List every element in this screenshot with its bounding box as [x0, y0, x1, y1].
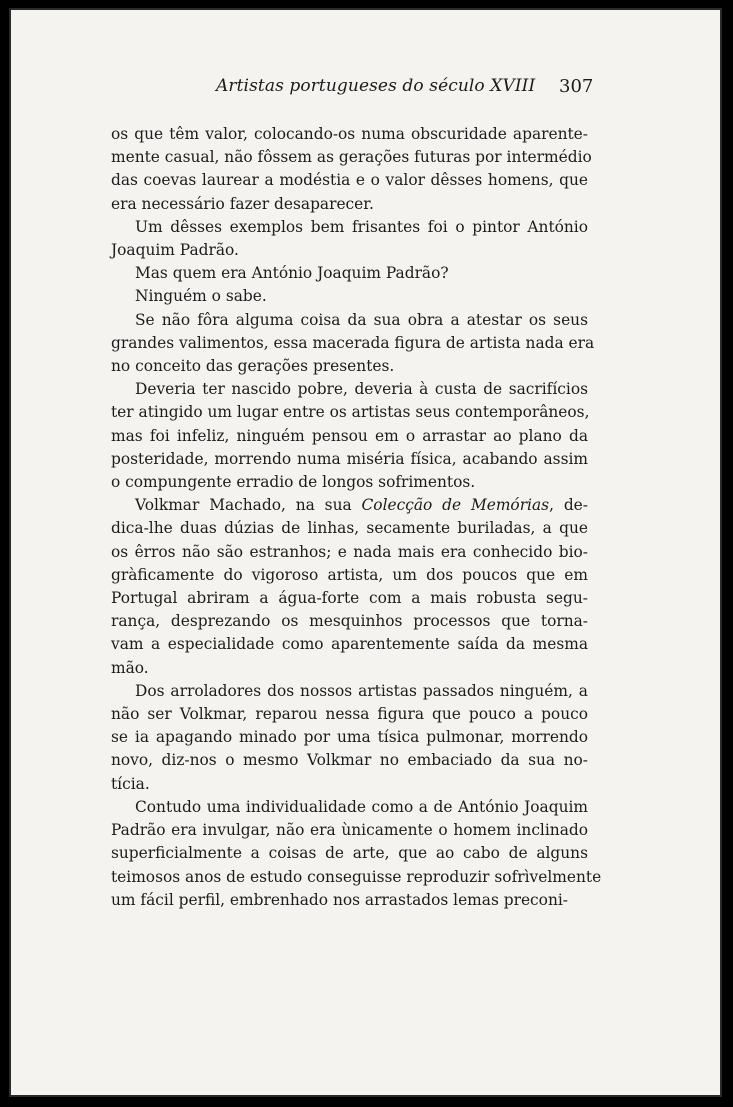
- paragraph: [111, 309, 595, 379]
- text-line: Se não fôra alguma coisa da sua obra a atestar os seus: [135, 310, 588, 329]
- text-line: teimosos anos de estudo conseguisse reproduzir sofrìvelmente: [111, 867, 602, 886]
- text-line: um fácil perfil, embrenhado nos arrastados lemas preconi-: [111, 890, 568, 909]
- text-line: não ser Volkmar, reparou nessa figura que pouco a pouco: [111, 705, 588, 724]
- page-header: [11, 76, 720, 106]
- text-line: Contudo uma individualidade como a de António Joaquim: [135, 797, 588, 816]
- text-line: era necessário fazer desaparecer.: [111, 194, 374, 213]
- paragraph: [111, 378, 588, 494]
- text-line: no conceito das gerações presentes.: [111, 357, 395, 376]
- text-line: Mas quem era António Joaquim Padrão?: [135, 264, 449, 283]
- text-line: Um dêsses exemplos bem frisantes foi o pintor António: [135, 217, 588, 236]
- paragraph: [111, 123, 592, 216]
- paragraph: [111, 680, 588, 796]
- text-line: os êrros não são estranhos; e nada mais era conhecido bio-: [111, 542, 588, 561]
- text-line: Dos arroladores dos nossos artistas passados ninguém, a: [135, 681, 588, 700]
- paragraph: [111, 494, 588, 680]
- text-line: grandes valimentos, essa macerada figura de artista nada era: [111, 333, 595, 352]
- book-title: Colecção de Memórias: [361, 496, 550, 515]
- paragraph: [111, 216, 588, 262]
- paragraph: [111, 285, 588, 308]
- paragraph: [111, 262, 588, 285]
- text-line: mão.: [111, 658, 149, 677]
- text-line: Joaquim Padrão.: [111, 241, 239, 260]
- text-line: Ninguém o sabe.: [135, 287, 267, 306]
- book-page: [9, 8, 722, 1097]
- text-line: das coevas laurear a modéstia e o valor dêsses homens, que: [111, 171, 588, 190]
- text-line: Volkmar Machado, na sua Colecção de Memórias, de-: [135, 496, 588, 515]
- text-line: mente casual, não fôssem as gerações futuras por intermédio: [111, 148, 592, 167]
- paragraph: [111, 796, 602, 912]
- text-line: mas foi infeliz, ninguém pensou em o arrastar ao plano da: [111, 426, 588, 445]
- text-line: gràficamente do vigoroso artista, um dos poucos que em: [111, 565, 588, 584]
- page-number: 307: [559, 76, 594, 97]
- text-line: Padrão era invulgar, não era ùnicamente o homem inclinado: [111, 821, 588, 840]
- text-line: se ia apagando minado por uma tísica pulmonar, morrendo: [111, 728, 588, 747]
- text-line: dica-lhe duas dúzias de linhas, secamente buriladas, a que: [111, 519, 588, 538]
- text-line: vam a especialidade como aparentemente saída da mesma: [111, 635, 588, 654]
- text-line: Deveria ter nascido pobre, deveria à custa de sacrifícios: [135, 380, 588, 399]
- text-line: rança, desprezando os mesquinhos processos que torna-: [111, 612, 588, 631]
- text-line: posteridade, morrendo numa miséria física, acabando assim: [111, 449, 588, 468]
- text-line: tícia.: [111, 774, 150, 793]
- text-line: superficialmente a coisas de arte, que ao cabo de alguns: [111, 844, 588, 863]
- text-line: Portugal abriram a água-forte com a mais robusta segu-: [111, 589, 588, 608]
- text-line: os que têm valor, colocando-os numa obscuridade aparente-: [111, 125, 588, 143]
- text-line: ter atingido um lugar entre os artistas seus contemporâneos,: [111, 403, 590, 422]
- body-text: [111, 123, 602, 912]
- running-title: Artistas portugueses do século XVIII: [216, 76, 536, 96]
- text-line: novo, diz-nos o mesmo Volkmar no embaciado da sua no-: [111, 751, 588, 770]
- text-line: o compungente erradio de longos sofrimentos.: [111, 473, 476, 492]
